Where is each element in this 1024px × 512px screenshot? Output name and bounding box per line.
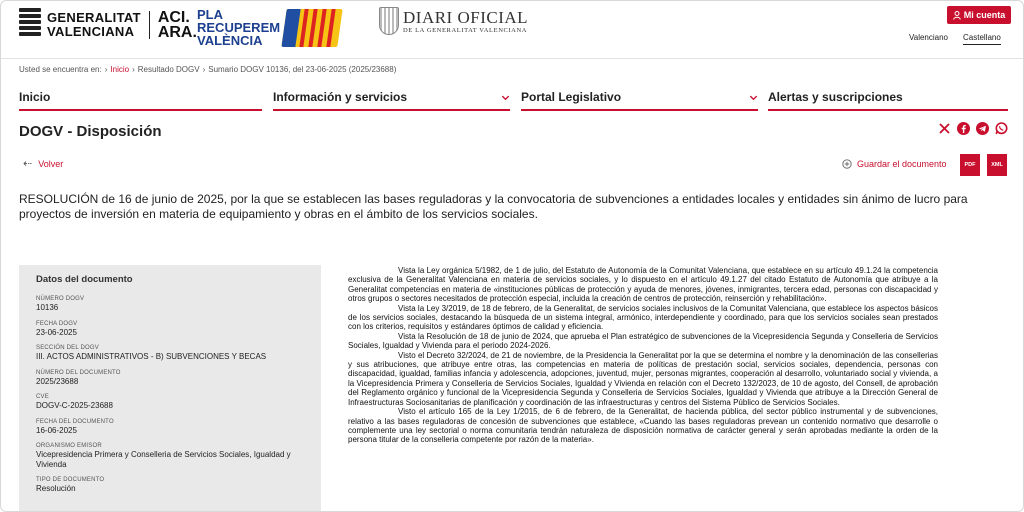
- body-paragraph: Vista la Ley orgánica 5/1982, de 1 de julio, del Estatuto de Autonomía de la Comunitat Valenciana, que establece en su artículo 49.1.24 la competencia exclusiva de la Generalitat Valenciana en materia de servicios sociales, y lo dispuesto en el artículo 49.1.27 del citado Estatuto de Autonomía que atribuye a la Generalitat competencias en materia de «instituciones públicas de protección y ayuda de menores, jóvenes, inmigrantes, tercera edad, personas con discapacidad y otros grupos o sectores necesitados de protección especial, incluida la creación de centros de protección, reinserción y rehabilitación».: [348, 266, 938, 304]
- aciara-line2: ARA.: [157, 24, 197, 41]
- nav-alertas-suscripciones[interactable]: [768, 85, 1008, 111]
- facebook-icon: [957, 122, 970, 135]
- xml-file-icon: XML: [991, 162, 1003, 168]
- nav-informacion-servicios[interactable]: [273, 85, 510, 111]
- chevron-down-icon: [749, 93, 758, 102]
- back-link[interactable]: [23, 157, 63, 170]
- whatsapp-share-button[interactable]: [995, 122, 1008, 135]
- generalitat-crest-icon: [19, 8, 41, 42]
- breadcrumb-inicio[interactable]: Inicio: [110, 65, 130, 74]
- diari-title: DIARI OFICIAL: [403, 7, 529, 27]
- body-paragraph: Visto el artículo 165 de la Ley 1/2015, de 6 de febrero, de la Generalitat, de hacienda pública, del sector público instrumental y de subvenciones, relativo a las bases reguladoras de concesión de subvenciones que establece, «Cuando las bases reguladoras prevean un contenido normativo que desarrolle o complemente una ley sectorial o norma comunitaria tendrán naturaleza de disposición normativa de carácter general y serán aprobadas mediante la orden de la persona titular de la conselleria competente por razón de la materia».: [348, 407, 938, 445]
- pla-recuperem-logo[interactable]: [197, 8, 340, 47]
- plus-circle-icon: [842, 159, 852, 169]
- field-value: Resolución: [36, 484, 76, 493]
- xml-download-button[interactable]: [987, 154, 1007, 176]
- field-numero-dogv: [36, 295, 321, 313]
- nav-alertas-label: Alertas y suscripciones: [768, 90, 903, 104]
- nav-portal-legislativo[interactable]: [521, 85, 758, 111]
- field-label: SECCIÓN DEL DOGV: [36, 345, 99, 351]
- logo-divider: [149, 11, 150, 39]
- diari-crest-icon: [379, 7, 399, 35]
- save-document-link[interactable]: [842, 159, 947, 169]
- field-value: 10136: [36, 303, 59, 312]
- generalitat-logo[interactable]: [19, 8, 197, 42]
- field-numero-documento: [36, 369, 321, 387]
- document-body: [348, 266, 938, 445]
- document-data-panel: [19, 265, 321, 512]
- gva-logo-line1: GENERALITAT: [47, 10, 141, 25]
- field-value: DOGV-C-2025-23688: [36, 401, 113, 410]
- aciara-line1: ACI.: [157, 9, 190, 26]
- field-label: NÚMERO DEL DOCUMENTO: [36, 369, 121, 376]
- body-paragraph: Visto el Decreto 32/2024, de 21 de noviembre, de la Presidencia la Generalitat por la que se determina el nombre y la denominación de las consellerias y sus atribuciones, que atribuye entre otras, las competencias en materia de políticas de prestación social, servicios sociales, dependencia, personas con discapacidad, igualdad, familias infancia y adolescencia, adopciones, juventud, mujer, personas migrantes, cooperación al desarrollo, voluntariado social y vivienda, a la Vicepresidencia Primera y Conselleria de Servicios Sociales, Igualdad y Vivienda en relación con el Decreto 132/2023, de 10 de agosto, del Consell, de aprobación del Reglamento orgánico y funcional de la Vicepresidencia Segunda y Conselleria de Servicios Sociales, Igualdad y Vivienda que atribuye a la Dirección General de Infraestructuras Sociosanitarias de planificación y coordinación de las infraestructuras y centros del Sistema Público de Servicios Sociales.: [348, 350, 938, 407]
- chevron-right-icon: ›: [104, 65, 108, 74]
- field-organismo-emisor: [36, 442, 321, 469]
- pla-line1: PLA: [197, 7, 223, 22]
- back-link-label: Volver: [38, 158, 64, 169]
- header-divider: [1, 58, 1024, 59]
- account-button-label: Mi cuenta: [963, 10, 1006, 20]
- x-twitter-share-button[interactable]: [938, 122, 951, 135]
- breadcrumb-sumario: Sumario DOGV 10136, del 23-06-2025 (2025/23688): [208, 65, 397, 74]
- field-label: ORGANISMO EMISOR: [36, 443, 102, 449]
- x-icon: [939, 123, 950, 134]
- nav-inicio-label: Inicio: [19, 90, 51, 104]
- field-label: NÚMERO DOGV: [36, 296, 85, 302]
- gva-logo-line2: VALENCIANA: [47, 24, 135, 39]
- pdf-file-icon: PDF: [964, 162, 976, 168]
- aciara-logo: [158, 10, 197, 40]
- nav-inicio[interactable]: [19, 85, 262, 111]
- valencian-flag-icon: [281, 9, 342, 47]
- field-label: FECHA DEL DOCUMENTO: [36, 418, 114, 425]
- breadcrumb-resultado[interactable]: Resultado DOGV: [137, 65, 200, 74]
- field-label: TIPO DE DOCUMENTO: [36, 477, 105, 483]
- field-value: 2025/23688: [36, 376, 79, 386]
- field-value: 23-06-2025: [36, 327, 77, 337]
- nav-portal-label: Portal Legislativo: [521, 90, 622, 104]
- lang-valenciano-link[interactable]: Valenciano: [909, 33, 948, 42]
- account-button[interactable]: [947, 6, 1011, 24]
- body-paragraph: Vista la Resolución de 18 de junio de 2024, que aprueba el Plan estratégico de subvenciones de la Vicepresidencia Segunda y Conselleria de Servicios Sociales, Igualdad y Vivienda para el periodo 2024-2026.: [348, 331, 938, 351]
- chevron-right-icon: ›: [202, 65, 206, 74]
- page-title: DOGV - Disposición: [19, 123, 162, 140]
- field-value: Vicepresidencia Primera y Conselleria de Servicios Sociales, Igualdad y Vivienda: [36, 450, 291, 469]
- back-arrow-icon: ⇠: [23, 158, 33, 170]
- field-fecha-documento: [36, 418, 321, 436]
- field-label: FECHA DOGV: [36, 320, 78, 327]
- nav-informacion-label: Información y servicios: [273, 90, 408, 104]
- chevron-right-icon: ›: [132, 65, 135, 74]
- telegram-share-button[interactable]: [976, 122, 989, 135]
- resolution-heading: RESOLUCIÓN de 16 de junio de 2025, por la que se establecen las bases reguladoras y la convocatoria de subvenciones a entidades locales y entidades sin ánimo de lucro para proyectos de inversión en materia de equipamiento y obras en el ámbito de los servicios sociales.: [19, 192, 968, 221]
- user-icon: [953, 11, 961, 20]
- pdf-download-button[interactable]: [960, 154, 980, 176]
- diari-subtitle: DE LA GENERALITAT VALENCIANA: [403, 26, 528, 34]
- field-label: CVE: [36, 394, 49, 400]
- diari-oficial-logo[interactable]: [379, 7, 528, 35]
- pla-line2: RECUPEREM: [197, 20, 281, 35]
- field-tipo-documento: [36, 476, 321, 494]
- body-paragraph: Vista la Ley 3/2019, de 18 de febrero, de la Generalitat, de servicios sociales inclusivos de la Comunitat Valenciana, que establece los aspectos básicos de los servicios sociales, destacando la búsqueda de un sistema integral, armónico, interdependiente y coordinado, para que los servicios sociales sean prestados con los criterios, requisitos y estándares óptimos de calidad y eficiencia.: [348, 303, 938, 332]
- field-cve: [36, 393, 321, 411]
- whatsapp-icon: [995, 122, 1008, 135]
- document-data-title: Datos del documento: [36, 274, 133, 285]
- pla-line3: VALÈNCIA: [197, 33, 263, 48]
- facebook-share-button[interactable]: [957, 122, 970, 135]
- field-value: 16-06-2025: [36, 425, 77, 435]
- lang-castellano-link[interactable]: Castellano: [963, 33, 1001, 45]
- telegram-icon: [976, 122, 989, 135]
- field-value: III. ACTOS ADMINISTRATIVOS - B) SUBVENCIONES Y BECAS: [36, 352, 267, 361]
- save-document-label: Guardar el documento: [857, 159, 947, 169]
- field-seccion: [36, 344, 321, 362]
- chevron-down-icon: [501, 93, 510, 102]
- field-fecha-dogv: [36, 320, 321, 338]
- breadcrumb-prefix: Usted se encuentra en:: [19, 65, 102, 74]
- breadcrumb: [19, 65, 396, 74]
